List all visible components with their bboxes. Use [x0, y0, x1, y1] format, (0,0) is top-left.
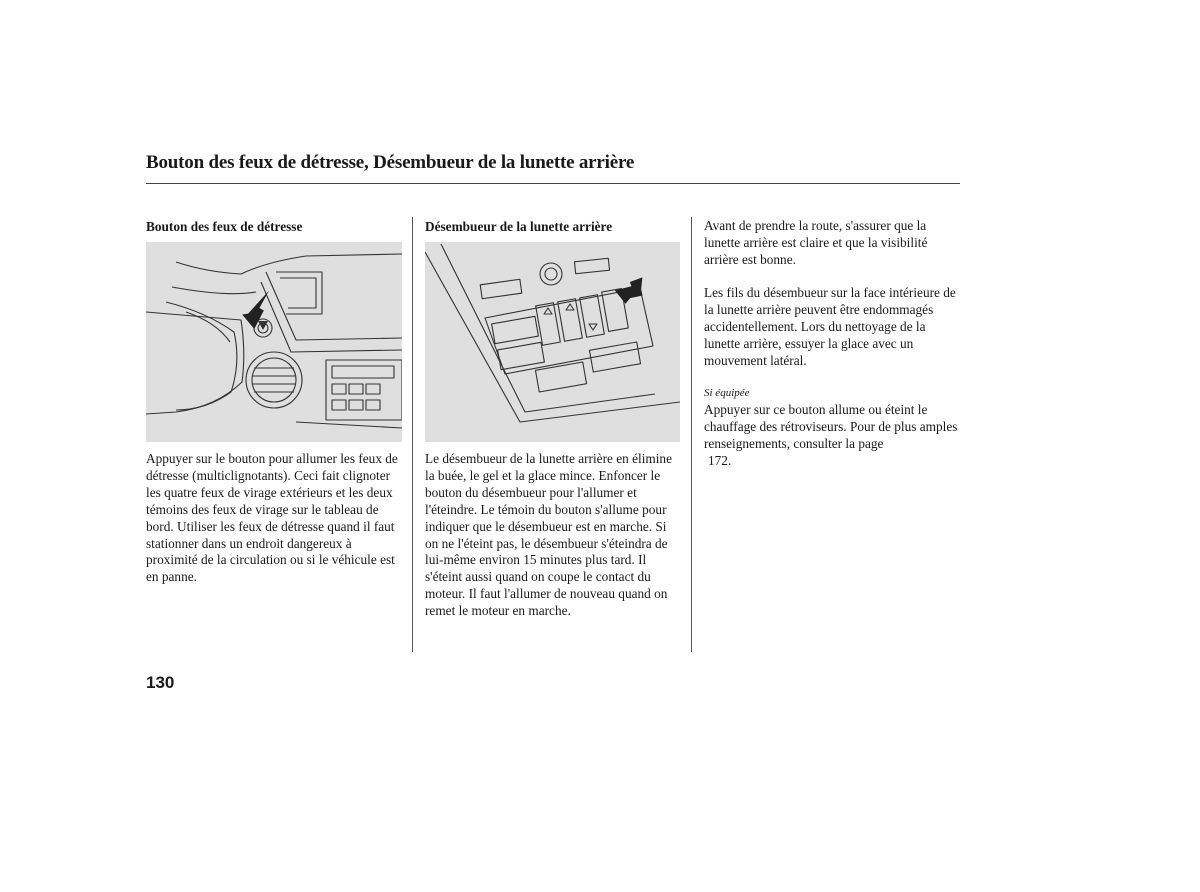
hazard-dashboard-drawing: [146, 242, 402, 442]
mirror-heater-text: Appuyer sur ce bouton allume ou éteint le chauffage des rétroviseurs. Pour de plus amples renseignements, consulter la page: [704, 402, 958, 451]
page-reference-suffix: .: [727, 452, 732, 468]
page-title: Bouton des feux de détresse, Désembueur de la lunette arrière: [146, 152, 635, 173]
title-divider: [146, 183, 960, 184]
page-number: 130: [146, 673, 175, 692]
column-divider-2: [691, 217, 692, 652]
defroster-heading: Désembueur de la lunette arrière: [425, 219, 613, 234]
defroster-body: Le désembueur de la lunette arrière en élimine la buée, le gel et la glace mince. Enfoncer le bouton du désembueur pour l'allumer et l'éteindre. Le témoin du bouton s'allume pour indiquer que le désembueur est en marche. Si on ne l'éteint pas, le désembueur s'éteindra de lui-même environ 15 minutes plus tard. Il s'éteint aussi quand on coupe le contact du moteur. Il faut l'allumer de nouveau quand on remet le moteur en marche.: [425, 451, 672, 619]
defroster-console-drawing: [425, 242, 680, 442]
hazard-body: Appuyer sur le bouton pour allumer les feux de détresse (multiclignotants). Ceci fait clignoter les quatre feux de virage extérieurs et les deux témoins des feux de virage sur le tableau de bord. Utiliser les feux de détresse quand il faut stationner dans un endroit dangereux à proximité de la circulation ou si le véhicule est en panne.: [146, 451, 398, 585]
hazard-heading: Bouton des feux de détresse: [146, 219, 303, 234]
visibility-note: Avant de prendre la route, s'assurer que la lunette arrière est claire et que la visibilité arrière est bonne.: [704, 218, 928, 267]
hazard-button-illustration: [146, 242, 402, 442]
page-reference-link[interactable]: 172: [708, 452, 728, 468]
defroster-button-illustration: [425, 242, 680, 442]
defroster-wires-note: Les fils du désembueur sur la face intérieure de la lunette arrière peuvent être endommagés accidentellement. Lors du nettoyage de la lunette arrière, essuyer la glace avec un mouvement latéral.: [704, 285, 956, 368]
optional-equipment-label: Si équipée: [704, 387, 750, 399]
mirror-heater-note: [704, 402, 960, 470]
column-divider-1: [412, 217, 413, 652]
